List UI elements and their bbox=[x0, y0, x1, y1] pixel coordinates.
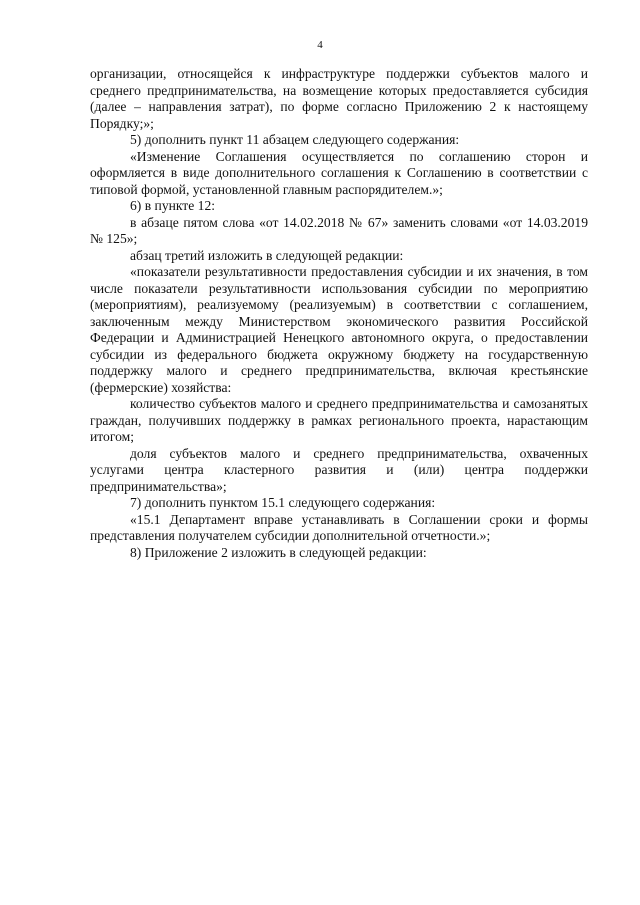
paragraph: 6) в пункте 12: bbox=[130, 198, 216, 213]
paragraph: количество субъектов малого и среднего предпринимательства и самозанятых граждан, получивших поддержку в рамках регионального проекта, нарастающим итогом; bbox=[90, 396, 588, 444]
paragraph: доля субъектов малого и среднего предпринимательства, охваченных услугами центра кластерного развития и (или) центра поддержки предпринимательства»; bbox=[90, 445, 588, 494]
paragraph: «показатели результативности предоставления субсидии и их значения, в том числе показатели результативности использования субсидии по мероприятию (мероприятиям), реализуемому (реализуемым) в соответствии с соглашением, заключенным между Министерством экономического развития Российской Федерации и Администрацией Ненецкого автономного округа, о предоставлении субсидии из федерального бюджета окружному бюджету на государственную поддержку малого и среднего предпринимательства, включая крестьянские (фермерские) хозяйства: bbox=[90, 264, 588, 395]
page-number: 4 bbox=[317, 39, 323, 51]
document-body bbox=[90, 66, 588, 561]
paragraph: организации, относящейся к инфраструктуре поддержки субъектов малого и среднего предпринимательства, на возмещение которых предоставляется субсидия (далее – направления затрат), по форме согласно Приложению 2 к настоящему Порядку;»; bbox=[90, 66, 588, 131]
paragraph: в абзаце пятом слова «от 14.02.2018 № 67» заменить словами «от 14.03.2019 № 125»; bbox=[90, 214, 588, 246]
paragraph: 7) дополнить пунктом 15.1 следующего содержания: bbox=[130, 495, 436, 510]
paragraph: абзац третий изложить в следующей редакции: bbox=[130, 247, 404, 263]
paragraph: «15.1 Департамент вправе устанавливать в Соглашении сроки и формы представления получателем субсидии дополнительной отчетности.»; bbox=[90, 511, 588, 543]
paragraph: «Изменение Соглашения осуществляется по соглашению сторон и оформляется в виде дополнительного соглашения к Соглашению в соответствии с типовой формой, установленной главным распорядителем.»; bbox=[90, 148, 588, 197]
paragraph: 5) дополнить пункт 11 абзацем следующего содержания: bbox=[130, 132, 460, 147]
paragraph: 8) Приложение 2 изложить в следующей редакции: bbox=[130, 544, 427, 560]
